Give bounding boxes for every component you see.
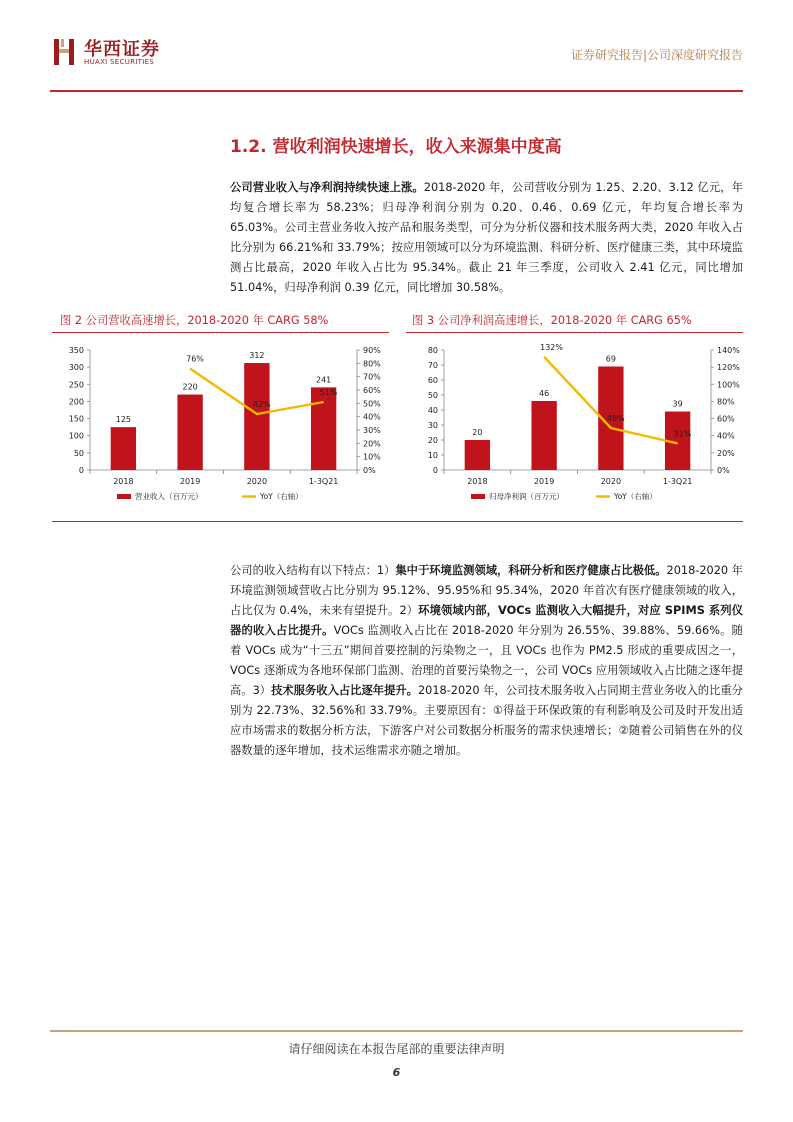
revenue-chart <box>52 338 397 513</box>
figure-2-title: 图 2 公司营收高速增长，2018-2020 年 CARG 58% <box>60 314 329 327</box>
yoy-value-label: 132% <box>540 342 563 352</box>
y2-tick-label: 140% <box>717 346 740 355</box>
y-tick-label: 80 <box>427 346 438 355</box>
footer-divider <box>50 1030 743 1032</box>
x-tick-label: 2020 <box>600 477 622 486</box>
y2-tick-label: 120% <box>717 363 740 373</box>
legal-notice: 请仔细阅读在本报告尾部的重要法律声明 <box>288 1042 505 1056</box>
bar <box>177 395 202 470</box>
y-tick-label: 70 <box>427 361 438 370</box>
legend-label-bar: 归母净利润（百万元） <box>489 492 564 501</box>
bar <box>111 427 136 470</box>
bar-value-label: 241 <box>315 375 332 385</box>
y2-tick-label: 40% <box>717 431 735 441</box>
y-tick-label: 40 <box>427 406 438 415</box>
y-tick-label: 300 <box>68 363 84 373</box>
bar <box>311 387 336 470</box>
legend-swatch-bar <box>117 494 131 499</box>
paragraph-text: 公司的收入结构有以下特点：1） <box>230 564 396 577</box>
y-tick-label: 100 <box>68 431 84 441</box>
yoy-value-label: 51% <box>319 388 338 397</box>
x-tick-label: 2019 <box>533 477 555 486</box>
yoy-value-label: 31% <box>673 429 692 439</box>
x-tick-label: 2019 <box>179 477 201 486</box>
legend-label-line: YoY（右轴） <box>260 492 303 501</box>
y2-tick-label: 90% <box>363 346 381 355</box>
y-tick-label: 10 <box>427 451 438 460</box>
yoy-value-label: 76% <box>186 354 204 364</box>
figure-bottom-rule <box>52 521 743 522</box>
y2-tick-label: 20% <box>363 439 381 449</box>
paragraph-text: 2018-2020 年，公司技术服务收入占同期主营业务收入的比重分别为 22.73%、32.56%和 33.79%。主要原因有：①得益于环保政策的有利影响及公司及时开发出适应市场需求的数据分析方法，下游客户对公司数据分析服务的需求快速增长；②随着公司销售在外的仪器数量的逐年增加，技术运维需求亦随之增加。 <box>230 684 743 757</box>
section-number: 1.2. <box>230 137 267 157</box>
report-type-label: 证券研究报告|公司深度研究报告 <box>570 48 743 62</box>
legend-swatch-bar <box>471 494 485 499</box>
y2-tick-label: 20% <box>717 448 735 458</box>
y2-tick-label: 60% <box>363 386 381 395</box>
bar <box>244 363 269 470</box>
paragraph-bold-point-3: 技术服务收入占比逐年提升。 <box>271 684 418 697</box>
yoy-value-label: 49% <box>606 414 625 423</box>
x-tick-label: 2018 <box>113 477 134 486</box>
bar-value-label: 39 <box>672 399 683 409</box>
paragraph-lead-bold: 公司营业收入与净利润持续快速上涨。 <box>230 181 424 194</box>
y-tick-label: 60 <box>427 376 438 385</box>
y-tick-label: 0 <box>432 466 438 475</box>
logo-chinese-name: 华西证券 <box>84 39 160 60</box>
huaxi-logo-mark-icon <box>52 37 78 67</box>
x-tick-label: 1-3Q21 <box>308 477 339 486</box>
y2-tick-label: 80% <box>363 359 381 369</box>
logo-english-name: HUAXI SECURITIES <box>84 58 155 66</box>
y-tick-label: 30 <box>427 421 438 430</box>
bar-value-label: 312 <box>249 351 265 361</box>
paragraph-revenue-structure <box>230 561 743 761</box>
company-logo <box>52 35 172 69</box>
x-tick-label: 1-3Q21 <box>662 477 693 486</box>
y-tick-label: 50 <box>73 448 84 458</box>
figure-3-title-rule <box>406 332 743 333</box>
paragraph-bold-point-2: 环境领域内部，VOCs 监测收入大幅提升，对应 SPIMS 系列仪器的收入占比提升。 <box>230 604 743 637</box>
y2-tick-label: 10% <box>363 452 381 462</box>
y-tick-label: 200 <box>68 397 84 407</box>
bar-value-label: 69 <box>605 354 616 364</box>
yoy-value-label: 42% <box>252 400 271 409</box>
y2-tick-label: 30% <box>363 426 381 435</box>
legend-label-line: YoY（右轴） <box>614 492 657 501</box>
y2-tick-label: 40% <box>363 412 381 422</box>
page-number: 6 <box>392 1066 401 1079</box>
y-tick-label: 150 <box>68 414 84 424</box>
legend-label-bar: 营业收入（百万元） <box>135 492 203 501</box>
y2-tick-label: 60% <box>717 414 735 424</box>
bar <box>531 401 556 470</box>
paragraph-bold-point-1: 集中于环境监测领域，科研分析和医疗健康占比极低。 <box>395 564 667 577</box>
paragraph-body: 2018-2020 年，公司营收分别为 1.25、2.20、3.12 亿元，年均复合增长率为 58.23%；归母净利润分别为 0.20、0.46、0.69 亿元，年均复合增长率为 65.03%。公司主营业务收入按产品和服务类型，可分为分析仪器和技术服务两大类，2020 年收入占比分别为 66.21%和 33.79%；按应用领域可以分为环境监测、科研分析、医疗健康三类，其中环境监测占比最高，2020 年收入占比为 95.34%。截止 21 年三季度，公司收入 2.41 亿元，同比增加 51.04%，归母净利润 0.39 亿元，同比增加 30.58%。 <box>230 181 743 294</box>
bar-value-label: 220 <box>182 382 198 392</box>
bar-value-label: 20 <box>472 428 483 437</box>
y-tick-label: 20 <box>427 436 438 445</box>
y-tick-label: 350 <box>68 346 84 355</box>
paragraph-text: 2018-2020 年环境监测领域营收占比分别为 95.12%、95.95%和 95.34%，2020 年首次有医疗健康领域的收入，占比仅为 0.4%，未来有望提升。2） <box>230 564 743 617</box>
net-profit-chart <box>406 338 751 513</box>
paragraph-revenue-growth <box>230 178 743 298</box>
figure-3-title: 图 3 公司净利润高速增长，2018-2020 年 CARG 65% <box>412 314 692 327</box>
bar-value-label: 46 <box>539 389 550 398</box>
y2-tick-label: 80% <box>717 397 735 407</box>
section-heading <box>230 132 562 157</box>
y2-tick-label: 50% <box>363 399 381 409</box>
figure-2-title-rule <box>52 332 389 333</box>
x-tick-label: 2018 <box>467 477 488 486</box>
y2-tick-label: 0% <box>717 466 730 475</box>
y-tick-label: 50 <box>427 391 438 400</box>
bar-value-label: 125 <box>115 415 132 425</box>
bar <box>465 440 490 470</box>
y-tick-label: 250 <box>68 380 84 390</box>
y2-tick-label: 100% <box>717 380 740 390</box>
y2-tick-label: 70% <box>363 372 381 382</box>
y2-tick-label: 0% <box>363 466 376 475</box>
section-title: 营收利润快速增长，收入来源集中度高 <box>272 137 562 157</box>
paragraph-text: VOCs 监测收入占比在 2018-2020 年分别为 26.55%、39.88%、59.66%。随着 VOCs 成为“十三五”期间首要控制的污染物之一，且 VOCs 也作为 PM2.5 形成的重要成因之一，VOCs 逐渐成为各地环保部门监测、治理的首要污染物之一，公司 VOCs 应用领域收入占比随之逐年提高。3） <box>230 624 743 697</box>
x-tick-label: 2020 <box>246 477 268 486</box>
header-divider <box>50 90 743 92</box>
y-tick-label: 0 <box>78 466 84 475</box>
